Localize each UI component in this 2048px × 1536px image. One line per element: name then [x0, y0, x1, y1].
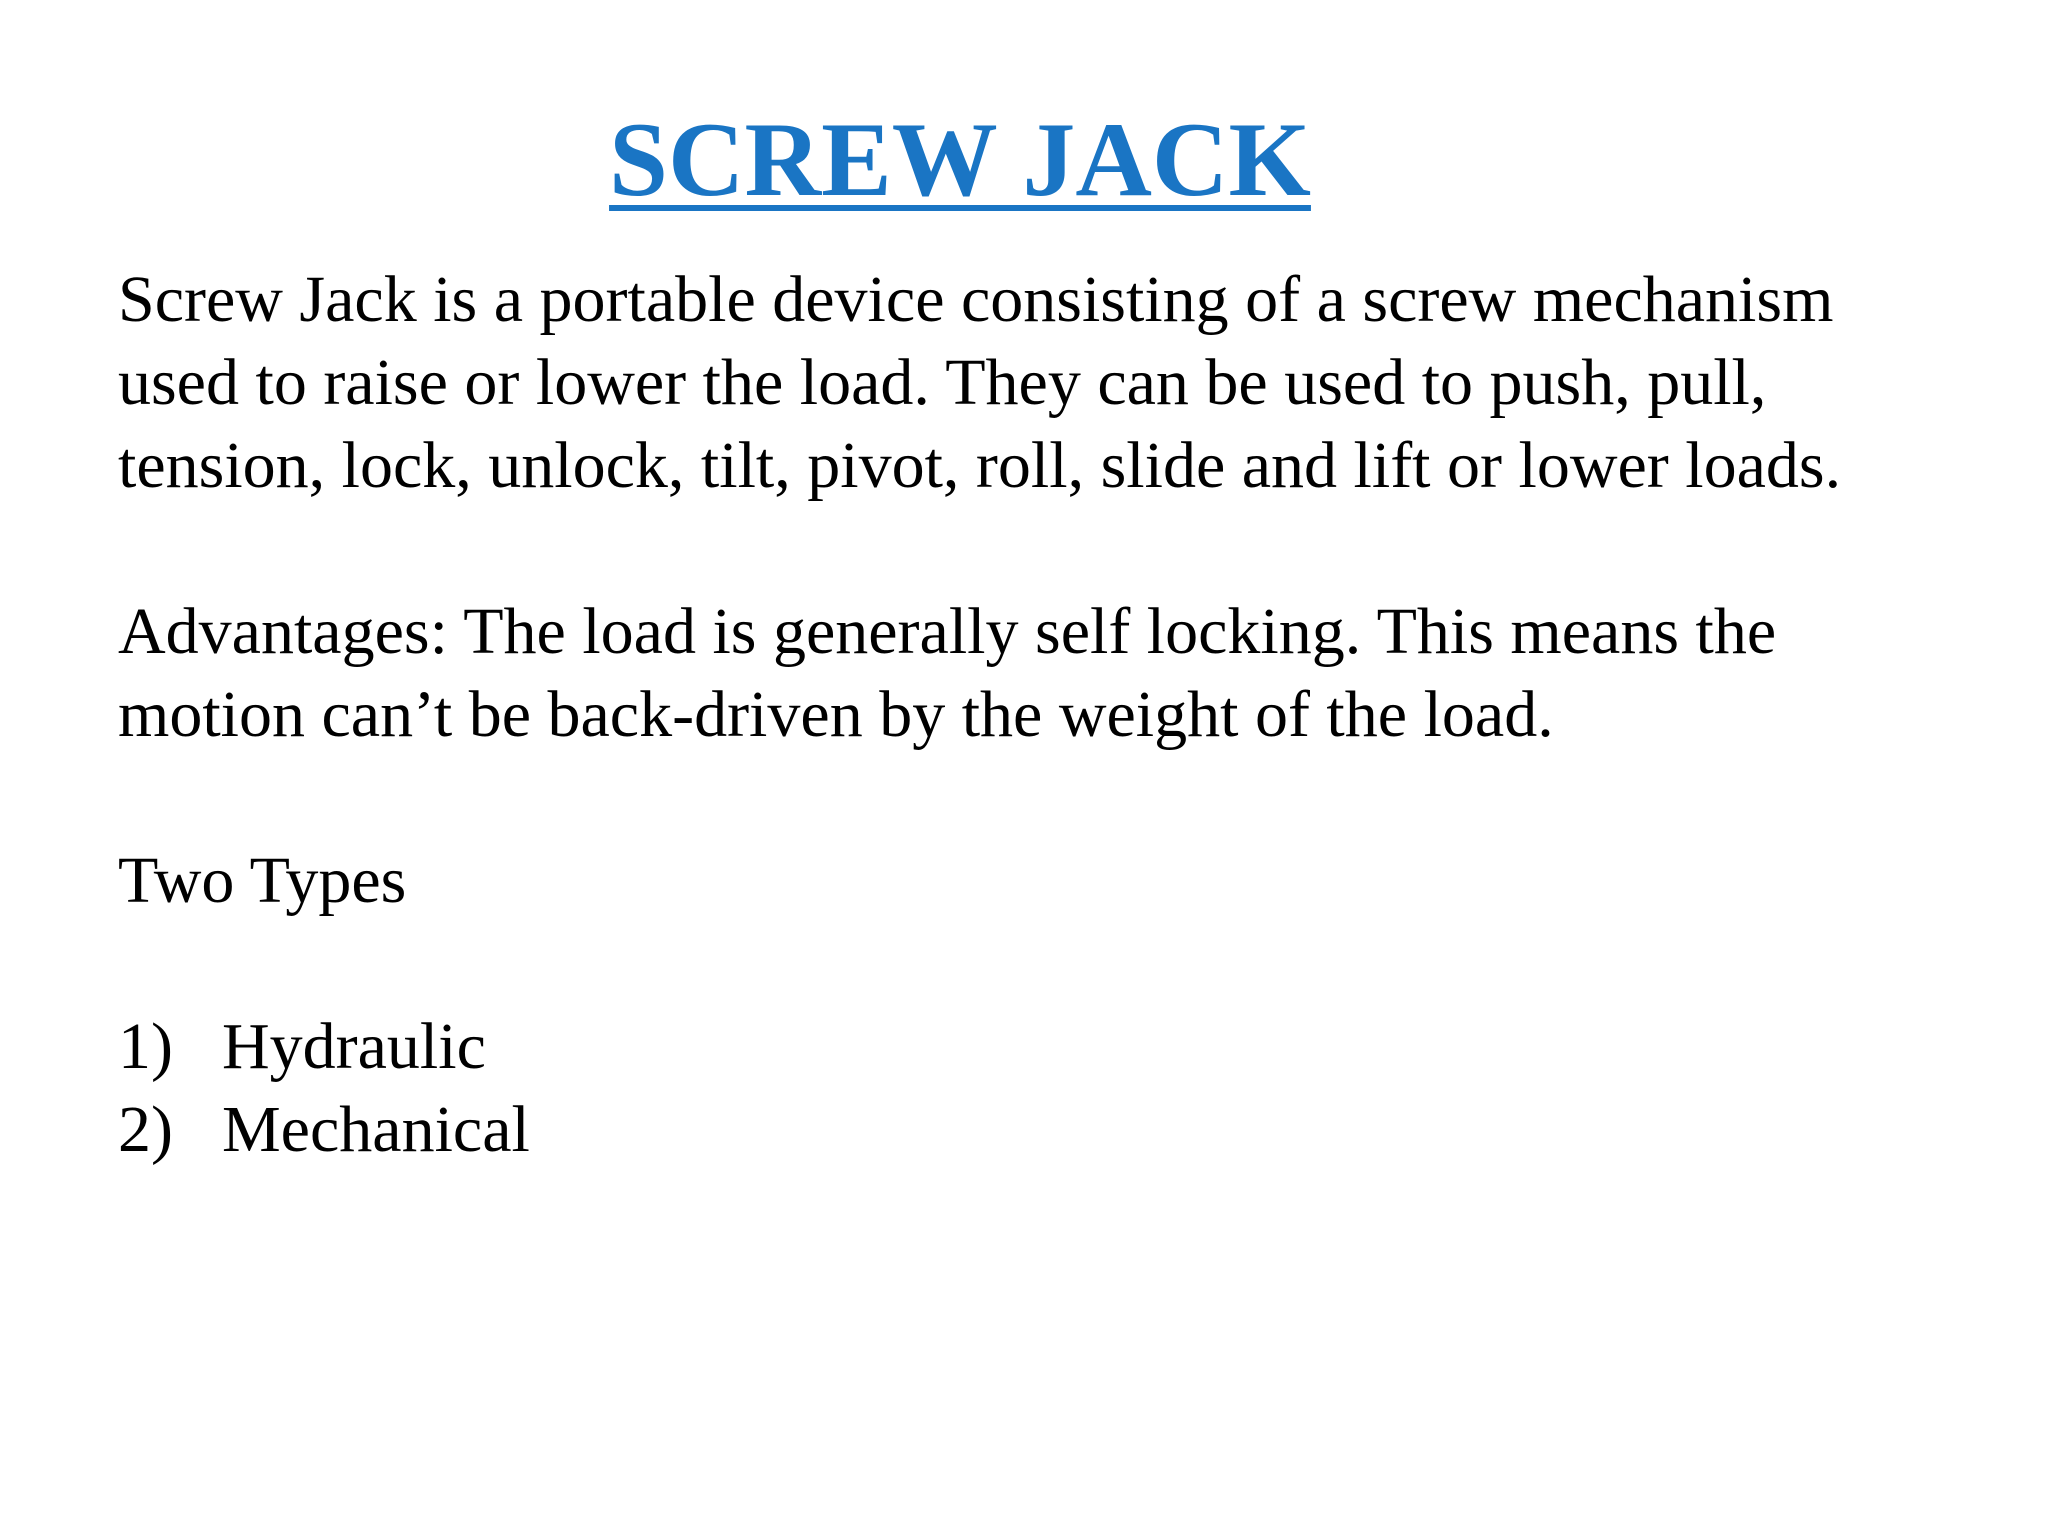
- slide-title: SCREW JACK: [609, 101, 1311, 218]
- list-label: Hydraulic: [222, 1010, 486, 1083]
- spacer: [118, 922, 1948, 1005]
- list-item: [118, 1088, 1948, 1171]
- list-label: Mechanical: [222, 1093, 530, 1166]
- types-list: [118, 1005, 1948, 1171]
- description-paragraph: Screw Jack is a portable device consisting of a screw mechanism used to raise or lower the load. They can be used to push, pull, tension, lock, unlock, tilt, pivot, roll, slide and lift or lower loads.: [118, 263, 1842, 502]
- spacer: [118, 756, 1948, 839]
- list-number: 1): [118, 1010, 173, 1083]
- slide-body: [118, 258, 1948, 1171]
- list-item: [118, 1005, 1948, 1088]
- advantages-paragraph: Advantages: The load is generally self locking. This means the motion can’t be back-driven by the weight of the load.: [118, 595, 1777, 751]
- spacer: [118, 507, 1948, 590]
- list-number: 2): [118, 1093, 173, 1166]
- types-heading: Two Types: [118, 844, 407, 917]
